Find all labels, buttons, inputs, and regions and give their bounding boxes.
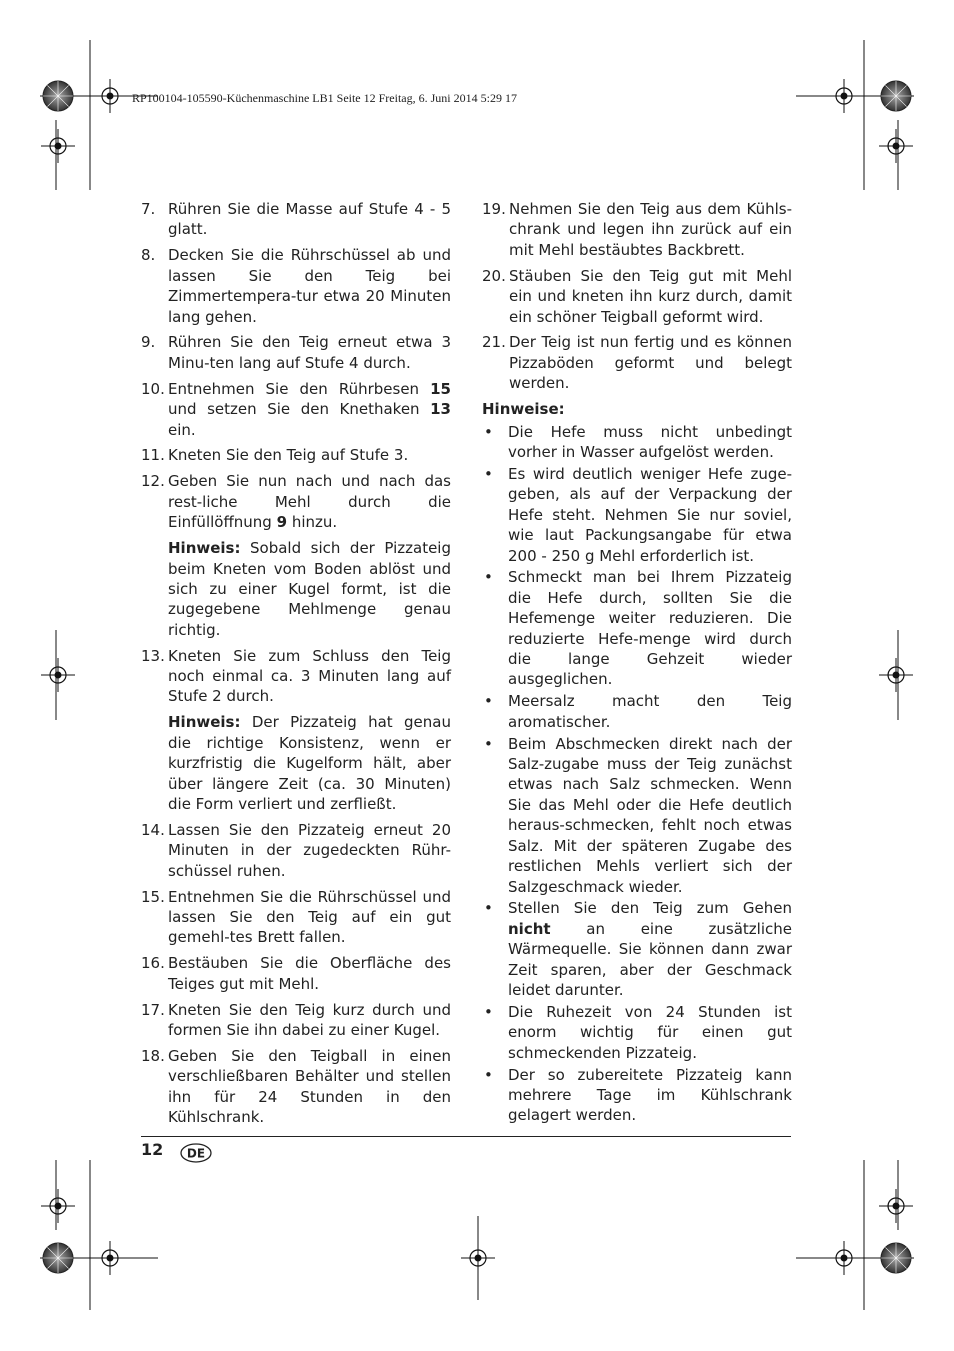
note-step-13 (168, 712, 451, 814)
print-header: RP100104-105590-Küchenmaschine LB1 Seite 12 Freitag, 6. Juni 2014 5:29 17 (132, 91, 517, 105)
bullet-icon: • (484, 734, 493, 753)
step-14 (141, 820, 451, 881)
list-item (482, 1065, 792, 1126)
step-text: Decken Sie die Rührschüssel ab und lassen Sie den Teig bei Zimmertempera-tur etwa 20 Minuten lang gehen. (168, 246, 451, 326)
step-8 (141, 245, 451, 327)
list-item (482, 691, 792, 732)
step-11 (141, 445, 451, 465)
step-text: Der Teig ist nun fertig und es können Pizzaböden geformt und belegt werden. (509, 333, 792, 393)
bullet-text (508, 898, 792, 1000)
step-10 (141, 379, 451, 440)
step-12 (141, 471, 451, 532)
step-number: 10. (141, 379, 165, 398)
step-number: 17. (141, 1000, 165, 1019)
step-text: Lassen Sie den Pizzateig erneut 20 Minuten in der zugedeckten Rühr-schüssel ruhen. (168, 820, 451, 880)
step-number: 9. (141, 333, 156, 352)
bullet-icon: • (484, 899, 493, 918)
step-number: 21. (482, 333, 506, 352)
bullet-text: Der so zubereitete Pizzateig kann mehrere Tage im Kühlschrank gelagert werden. (508, 1065, 792, 1125)
note-text: Sobald sich der Pizzateig beim Kneten vom Boden ablöst und sich zu einer Kugel formt, ist die zugegebene Mehlmenge genau richtig. (168, 539, 451, 639)
note-label: Hinweis: (168, 713, 241, 732)
step-text: Kneten Sie zum Schluss den Teig noch einmal ca. 3 Minuten lang auf Stufe 2 durch. (168, 646, 451, 706)
bullet-icon: • (484, 568, 493, 587)
step-number: 12. (141, 472, 165, 491)
step-number: 7. (141, 200, 156, 218)
step-text-part: und setzen Sie den Knethaken (168, 400, 431, 419)
part-reference: 9 (276, 513, 288, 532)
part-reference: 13 (430, 400, 451, 419)
step-number: 8. (141, 246, 156, 265)
step-number: 16. (141, 954, 165, 973)
bullet-text: Schmeckt man bei Ihrem Pizzateig die Hefe durch, sollten Sie die Hefemenge weiter reduzieren. Die reduzierte Hefe-menge wird durch die lange Gehzeit wieder ausgeglichen. (508, 568, 792, 689)
step-7 (141, 199, 451, 240)
step-number: 19. (482, 200, 506, 218)
step-text: Rühren Sie die Masse auf Stufe 4 - 5 glatt. (168, 200, 451, 239)
note-step-12 (168, 538, 451, 640)
bullet-text: Die Ruhezeit von 24 Stunden ist enorm wichtig für einen gut schmeckenden Pizzateig. (508, 1002, 792, 1062)
bullet-icon: • (484, 1065, 493, 1084)
list-item (482, 898, 792, 1000)
step-text-part: hinzu. (287, 513, 338, 532)
step-text-part: Entnehmen Sie den Rührbesen (168, 379, 431, 398)
step-18 (141, 1046, 451, 1128)
list-item (482, 422, 792, 463)
step-text: Bestäuben Sie die Oberfläche des Teiges gut mit Mehl. (168, 954, 451, 993)
note-label: Hinweis: (168, 539, 241, 558)
step-text: Rühren Sie den Teig erneut etwa 3 Minu-ten lang auf Stufe 4 durch. (168, 333, 451, 372)
step-21 (482, 332, 792, 393)
language-badge (180, 1143, 212, 1163)
bullet-text: Meersalz macht den Teig aromatischer. (508, 692, 792, 731)
step-number: 14. (141, 820, 165, 839)
list-item (482, 464, 792, 566)
step-text: Kneten Sie den Teig auf Stufe 3. (168, 446, 409, 465)
step-20 (482, 266, 792, 327)
bullet-text: Beim Abschmecken direkt nach der Salz-zugabe muss der Teig zunächst etwas nach Salz schmecken. Wenn Sie das Mehl oder die Hefe deutlich heraus-schmecken, fehlt noch etwas Salz. Mit der späteren Zugabe des restlichen Mehls verliert sich der Salzgeschmack wieder. (508, 734, 792, 896)
footer-rule (141, 1136, 791, 1137)
step-13 (141, 646, 451, 707)
step-9 (141, 332, 451, 373)
note-text: Der Pizzateig hat genau die richtige Konsistenz, wenn er kurzfristig die Kugelform hält, aber über längere Zeit (ca. 30 Minuten) die Form verliert und zerfließt. (168, 713, 451, 813)
step-text (168, 379, 451, 440)
emphasis: nicht (508, 919, 551, 938)
step-text (168, 471, 451, 532)
step-number: 13. (141, 646, 165, 665)
list-item (482, 1002, 792, 1063)
right-column (482, 199, 792, 1127)
step-text-part: ein. (168, 420, 196, 439)
bullet-text-part: Stellen Sie den Teig zum Gehen (508, 899, 792, 918)
bullet-icon: • (484, 1002, 493, 1021)
step-text: Nehmen Sie den Teig aus dem Kühls-chrank und legen ihn zurück auf ein mit Mehl bestäubtes Backbrett. (509, 200, 792, 259)
left-column (141, 199, 451, 1133)
list-item (482, 734, 792, 897)
step-text: Stäuben Sie den Teig gut mit Mehl ein und kneten ihn kurz durch, damit ein schöner Teigball geformt wird. (509, 266, 792, 326)
notes-heading: Hinweise: (482, 400, 565, 419)
page-number: 12 (141, 1140, 164, 1159)
bullet-text-part: an eine zusätzliche Wärmequelle. Sie können dann zwar Zeit sparen, aber der Geschmack leidet darunter. (508, 919, 792, 1000)
list-item (482, 567, 792, 689)
step-text: Geben Sie den Teigball in einen verschließbaren Behälter und stellen ihn für 24 Stunden in den Kühlschrank. (168, 1046, 451, 1127)
bullet-text: Die Hefe muss nicht unbedingt vorher in Wasser aufgelöst werden. (508, 422, 792, 461)
step-number: 11. (141, 446, 165, 465)
bullet-text: Es wird deutlich weniger Hefe zuge-geben, als auf der Verpackung der Hefe steht. Nehmen Sie nur soviel, wie laut Packungsangabe für etwa 200 - 250 g Mehl erforderlich ist. (508, 464, 792, 565)
step-number: 15. (141, 887, 165, 906)
part-reference: 15 (430, 379, 451, 398)
step-15 (141, 887, 451, 948)
step-17 (141, 1000, 451, 1041)
step-number: 20. (482, 266, 506, 285)
step-text: Kneten Sie den Teig kurz durch und formen Sie ihn dabei zu einer Kugel. (168, 1000, 451, 1040)
step-19 (482, 199, 792, 260)
step-text: Entnehmen Sie die Rührschüssel und lassen Sie den Teig auf ein gut gemehl-tes Brett fallen. (168, 887, 451, 947)
step-text-part: Geben Sie nun nach und nach das rest-liche Mehl durch die Einfüllöffnung (168, 472, 451, 532)
step-number: 18. (141, 1046, 165, 1065)
language-badge-text: DE (186, 1146, 206, 1161)
bullet-icon: • (484, 422, 493, 441)
step-16 (141, 953, 451, 994)
bullet-icon: • (484, 692, 493, 711)
bullet-icon: • (484, 464, 493, 483)
